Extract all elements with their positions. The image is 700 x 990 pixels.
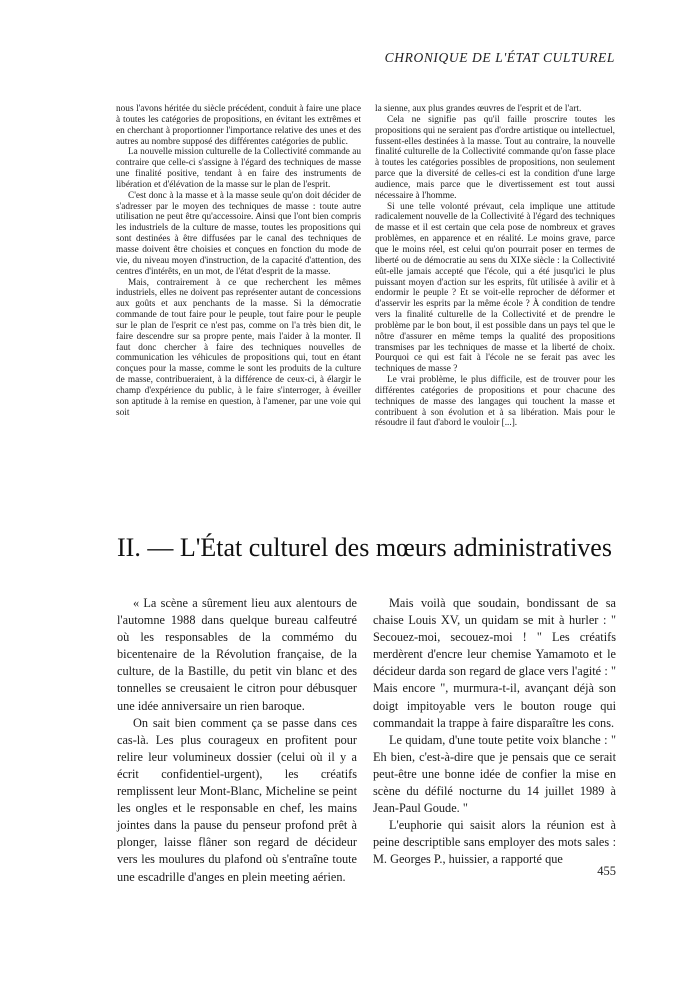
top-right-column — [375, 104, 615, 429]
bottom-left-column — [117, 595, 357, 886]
bottom-right-column — [373, 595, 616, 869]
section-title: II. — L'État culturel des mœurs administratives — [117, 533, 612, 562]
paragraph: C'est donc à la masse et à la masse seule qu'on doit décider de s'adresser par le moyen des techniques de masse : toute autre utilisation ne peut être qu'accessoire. Ainsi que l'ont bien compris les industriels de la culture de masse, toutes les propositions qui sont destinées à être diffusées par le canal des techniques de masse doivent être choisies et conçues en fonction du mode de vie, du niveau moyen d'instruction, de la capacité d'attention, des centres d'intérêts, en un mot, de l'état d'esprit de la masse. — [116, 190, 361, 277]
paragraph: La nouvelle mission culturelle de la Collectivité commande au contraire que celle-ci s'assigne à l'égard des techniques de masse une finalité positive, tendant à en faire des instruments de libération et d'élévation de la masse sur le plan de l'esprit. — [116, 147, 361, 190]
paragraph: L'euphorie qui saisit alors la réunion est à peine descriptible sans employer des mots sales : M. Georges P., huissier, a rapporté que — [373, 818, 616, 867]
page-number: 455 — [597, 864, 616, 878]
paragraph: Si une telle volonté prévaut, cela implique une attitude radicalement nouvelle de la Collectivité à l'égard des techniques de masse et il est certain que cela pose de nombreux et graves problèmes, en apparence et en réalité. Le moins grave, parce que le moins réel, est celui qu'on pourrait poser en termes de liberté ou de démocratie au sens du XIXe siècle : la Collectivité eût-elle jamais accepté que l'école, qui a été jusqu'ici le plus puissant moyen d'action sur les esprits, fût utilisée à avilir et à endormir le peuple ? Et se voit-elle reprocher de déformer et d'asservir les esprits par la même école ? À condition de tendre vers la finalité culturelle de la Collectivité et de prendre le problème par le bon bout, il est possible dans un pays tel que le nôtre d'assurer en même temps la qualité des propositions transmises par les techniques de masse et la liberté de choix. Pourquoi ce qui est fait à l'école ne se ferait pas avec les techniques de masse ? — [375, 201, 615, 375]
paragraph: Le quidam, d'une toute petite voix blanche : " Eh bien, c'est-à-dire que je pensais que ce serait peut-être une bonne idée de confier la mise en scène du défilé nocturne du 14 juillet 1989 à Jean-Paul Goude. " — [373, 732, 616, 816]
paragraph: Le vrai problème, le plus difficile, est de trouver pour les différentes catégories de propositions et pour chacune des techniques de masse des langages qui touchent la masse et contribuent à son évolution et à sa libération. Mais pour le résoudre il faut d'abord le vouloir [...]. — [375, 375, 615, 429]
paragraph: Mais voilà que soudain, bondissant de sa chaise Louis XV, un quidam se mit à hurler : " Secouez-moi, secouez-moi ! " Les créatifs merdèrent d'encre leur chemise Yamamoto et le décideur darda son regard de glace vers l'agité : " Mais encore ", murmura-t-il, avançant déjà son doigt impitoyable vers le bouton rouge qui commandait la trappe à faire disparaître les cons. — [373, 596, 616, 730]
paragraph: nous l'avons héritée du siècle précédent, conduit à faire une place à toutes les catégories de propositions, en évitant les extrêmes et en cherchant à proportionner l'importance relative des unes et des autres au nombre supposé des différentes catégories de public. — [116, 104, 361, 147]
paragraph: On sait bien comment ça se passe dans ces cas-là. Les plus courageux en profitent pour relire leur volumineux dossier (celui où il y a écrit confidentiel-urgent), les créatifs remplissent leur Mont-Blanc, Micheline se peint les ongles et le responsable en chef, les mains jointes dans la pause du penseur profond prêt à plonger, laisse flâner son regard de décideur vers les moulures du plafond où s'entraîne toute une escadrille d'anges en plein meeting aérien. — [117, 715, 357, 884]
paragraph: Cela ne signifie pas qu'il faille proscrire toutes les propositions qui ne seraient pas d'ordre artistique ou intellectuel, fussent-elles destinées à la masse. Tout au contraire, la nouvelle finalité culturelle de la Collectivité commande qu'on fasse place à toutes les catégories possibles de propositions, non seulement parce que la diversité de celles-ci est la condition d'une large audience, mais parce que le divertissement est tout aussi nécessaire à l'homme. — [375, 114, 615, 201]
running-header: CHRONIQUE DE L'ÉTAT CULTUREL — [384, 50, 615, 65]
paragraph: « La scène a sûrement lieu aux alentours de l'automne 1988 dans quelque bureau calfeutré où les responsables de la commémo du bicentenaire de la Révolution française, de la culture, de la Bastille, du petit vin blanc et des tonnelles se creusaient le citron pour débusquer une idée anniversaire un rien baroque. — [117, 596, 357, 713]
paragraph: la sienne, aux plus grandes œuvres de l'esprit et de l'art. — [375, 104, 582, 114]
top-left-column — [116, 104, 361, 418]
paragraph: Mais, contrairement à ce que recherchent les mêmes industriels, elles ne doivent pas représenter autant de concessions aux goûts et aux penchants de la masse. Si la démocratie commande de tout faire pour le peuple, tout faire pour le peuple sur le plan de l'esprit ce n'est pas, comme on l'a très bien dit, le faire descendre sur sa propre pente, mais l'aider à la monter. Il faut donc chercher à faire des techniques nouvelles de communication les véhicules de propositions qui, tout en étant conçues pour la masse, comme le sont les produits de la culture de masse, contribueraient, à la différence de ceux-ci, à élargir le champ d'expérience du public, à le faire s'interroger, à éveiller son aptitude à la remise en question, à l'amener, par une voie qui soit — [116, 277, 361, 418]
